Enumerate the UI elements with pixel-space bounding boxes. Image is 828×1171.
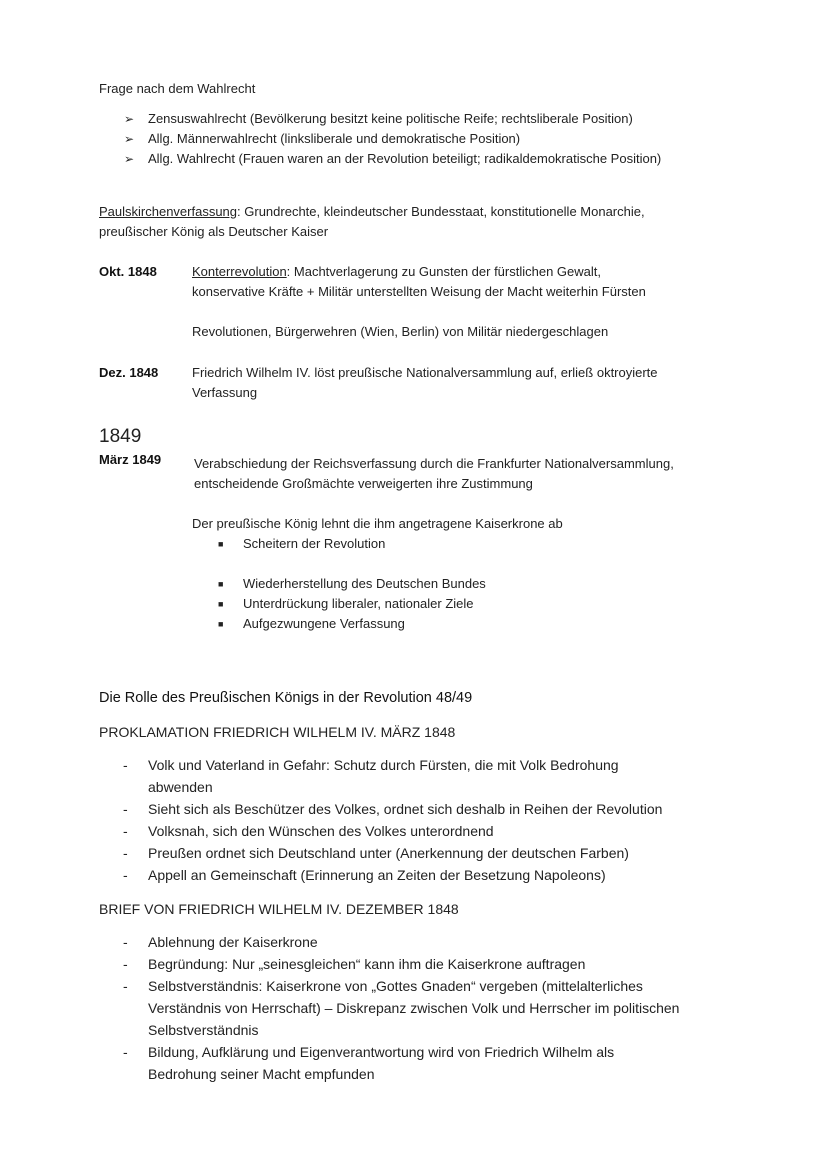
wahlrecht-title: Frage nach dem Wahlrecht xyxy=(99,81,256,96)
brief-item: Bildung, Aufklärung und Eigenverantwortung wird von Friedrich Wilhelm als xyxy=(148,1044,615,1060)
arrow-bullet-icon: ➢ xyxy=(124,152,135,166)
square-bullet-icon: ■ xyxy=(218,539,224,549)
proklamation-item: Preußen ordnet sich Deutschland unter (Anerkennung der deutschen Farben) xyxy=(148,845,629,861)
maerz-bullet-item: Scheitern der Revolution xyxy=(243,536,386,551)
maerz-bullet-item: Aufgezwungene Verfassung xyxy=(243,616,405,631)
brief-item: Ablehnung der Kaiserkrone xyxy=(148,934,318,950)
proklamation-item: Volksnah, sich den Wünschen des Volkes unterordnend xyxy=(148,823,494,839)
brief-title: BRIEF VON FRIEDRICH WILHELM IV. DEZEMBER 1848 xyxy=(99,901,459,917)
paulskirche-text-continued: preußischer König als Deutscher Kaiser xyxy=(99,224,329,239)
okt-text: : Machtverlagerung zu Gunsten der fürstlichen Gewalt, xyxy=(286,264,601,279)
proklamation-item: Appell an Gemeinschaft (Erinnerung an Zeiten der Besetzung Napoleons) xyxy=(148,867,606,883)
brief-item-continued: Bedrohung seiner Macht empfunden xyxy=(148,1066,375,1082)
dash-bullet: - xyxy=(123,845,128,861)
arrow-bullet-icon: ➢ xyxy=(124,132,135,146)
dash-bullet: - xyxy=(123,801,128,817)
date-maerz-1849: März 1849 xyxy=(99,452,162,467)
dash-bullet: - xyxy=(123,1044,128,1060)
konterrevolution-term: Konterrevolution xyxy=(192,264,287,279)
maerz-text-continued: entscheidende Großmächte verweigerten ihre Zustimmung xyxy=(194,476,533,491)
dash-bullet: - xyxy=(123,956,128,972)
okt-line xyxy=(192,262,601,282)
proklamation-title: PROKLAMATION FRIEDRICH WILHELM IV. MÄRZ 1848 xyxy=(99,724,456,740)
proklamation-item: Sieht sich als Beschützer des Volkes, ordnet sich deshalb in Reihen der Revolution xyxy=(148,801,663,817)
dash-bullet: - xyxy=(123,757,128,773)
wahlrecht-item: Zensuswahlrecht (Bevölkerung besitzt keine politische Reife; rechtsliberale Position) xyxy=(148,111,633,126)
year-heading: 1849 xyxy=(99,426,142,447)
dez-text: Friedrich Wilhelm IV. löst preußische Nationalversammlung auf, erließ oktroyierte xyxy=(192,365,658,380)
proklamation-item: Volk und Vaterland in Gefahr: Schutz durch Fürsten, die mit Volk Bedrohung xyxy=(148,757,619,773)
square-bullet-icon: ■ xyxy=(218,619,224,629)
paulskirche-line xyxy=(99,202,645,222)
date-dez-1848: Dez. 1848 xyxy=(99,365,159,380)
brief-item-continued: Verständnis von Herrschaft) – Diskrepanz zwischen Volk und Herrscher im politischen xyxy=(148,1000,680,1016)
dash-bullet: - xyxy=(123,867,128,883)
arrow-bullet-icon: ➢ xyxy=(124,112,135,126)
dez-text-continued: Verfassung xyxy=(192,385,258,400)
wahlrecht-item: Allg. Männerwahlrecht (linksliberale und demokratische Position) xyxy=(148,131,521,146)
dash-bullet: - xyxy=(123,823,128,839)
maerz-bullet-item: Unterdrückung liberaler, nationaler Ziele xyxy=(243,596,474,611)
okt-text-continued: konservative Kräfte + Militär unterstellten Weisung der Macht weiterhin Fürsten xyxy=(192,284,646,299)
brief-item: Selbstverständnis: Kaiserkrone von „Gottes Gnaden“ vergeben (mittelalterliches xyxy=(148,978,643,994)
dash-bullet: - xyxy=(123,934,128,950)
paulskirche-text: : Grundrechte, kleindeutscher Bundesstaat, konstitutionelle Monarchie, xyxy=(237,204,645,219)
paulskirche-term: Paulskirchenverfassung xyxy=(99,204,238,219)
rolle-heading: Die Rolle des Preußischen Königs in der Revolution 48/49 xyxy=(99,690,473,706)
proklamation-item-continued: abwenden xyxy=(148,779,213,795)
square-bullet-icon: ■ xyxy=(218,599,224,609)
dash-bullet: - xyxy=(123,978,128,994)
wahlrecht-item: Allg. Wahlrecht (Frauen waren an der Revolution beteiligt; radikaldemokratische Position) xyxy=(148,151,662,166)
brief-item-continued: Selbstverständnis xyxy=(148,1022,259,1038)
okt-text-revolutionen: Revolutionen, Bürgerwehren (Wien, Berlin) von Militär niedergeschlagen xyxy=(192,324,609,339)
brief-item: Begründung: Nur „seinesgleichen“ kann ihm die Kaiserkrone auftragen xyxy=(148,956,586,972)
maerz-kaiserkrone: Der preußische König lehnt die ihm angetragene Kaiserkrone ab xyxy=(192,516,563,531)
maerz-bullet-item: Wiederherstellung des Deutschen Bundes xyxy=(243,576,486,591)
square-bullet-icon: ■ xyxy=(218,579,224,589)
date-okt-1848: Okt. 1848 xyxy=(99,264,157,279)
maerz-text: Verabschiedung der Reichsverfassung durch die Frankfurter Nationalversammlung, xyxy=(194,456,674,471)
